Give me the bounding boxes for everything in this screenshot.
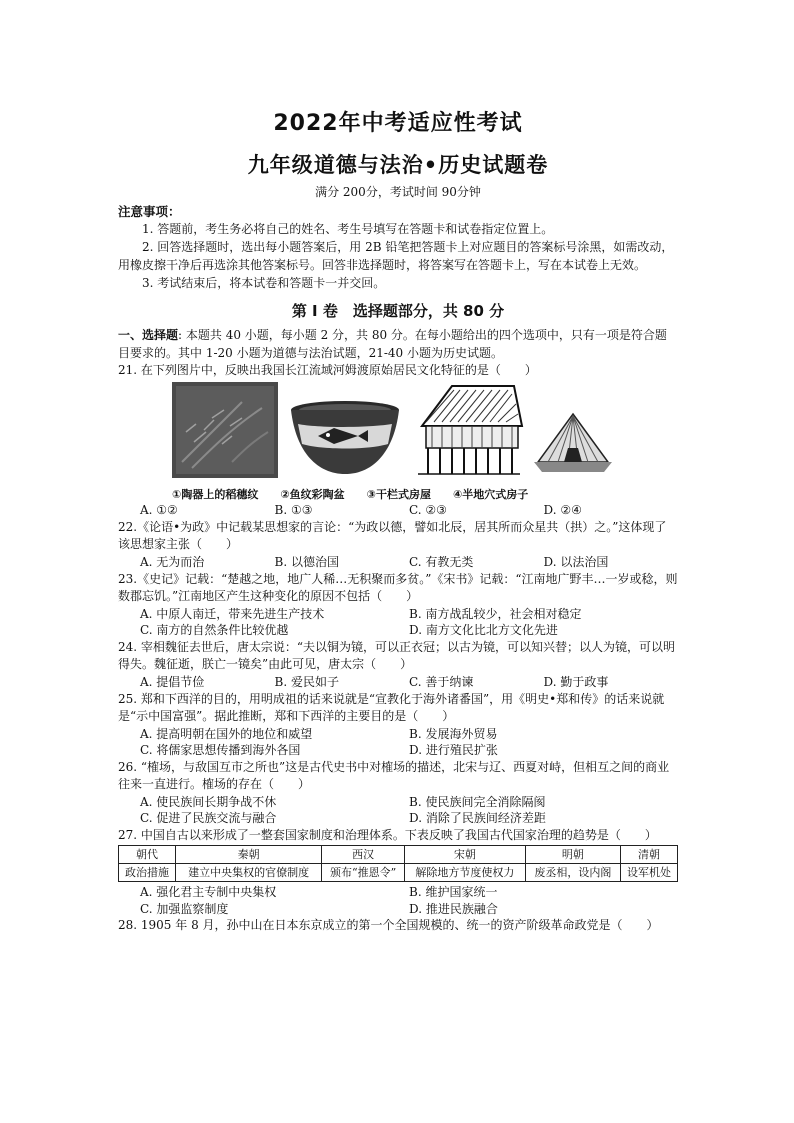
question-26-options-row2 bbox=[118, 810, 678, 827]
table-cell: 废丞相，设内阁 bbox=[525, 864, 620, 882]
option-d[interactable]: D. ②④ bbox=[543, 502, 582, 517]
caption-1: ①陶器上的稻穗纹 bbox=[172, 487, 259, 501]
stilt-house-image bbox=[412, 382, 524, 482]
table-cell: 朝代 bbox=[119, 846, 176, 864]
option-c[interactable]: C. 加强监察制度 bbox=[140, 901, 229, 916]
question-22-options bbox=[118, 554, 678, 571]
question-26-stem: 26. “榷场，与敌国互市之所也”这是古代史书中对榷场的描述，北宋与辽、西夏对峙，但相互之间的商业往来一直进行。榷场的存在（ ） bbox=[118, 759, 670, 791]
question-23-options-row1 bbox=[118, 606, 678, 623]
exam-score-time: 满分 200分，考试时间 90分钟 bbox=[315, 185, 481, 199]
exam-page bbox=[118, 100, 678, 935]
option-c[interactable]: C. 南方的自然条件比较优越 bbox=[140, 623, 289, 637]
option-c[interactable]: C. 善于纳谏 bbox=[409, 674, 474, 689]
question-27-stem: 27. 中国自古以来形成了一整套国家制度和治理体系。下表反映了我国古代国家治理的趋势是（ ） bbox=[118, 827, 657, 842]
exam-subject-title: 九年级道德与法治•历史试题卷 bbox=[247, 153, 549, 177]
table-cell: 建立中央集权的官僚制度 bbox=[175, 864, 321, 882]
question-26-options-row1 bbox=[118, 794, 678, 811]
option-c[interactable]: C. ②③ bbox=[409, 502, 447, 517]
option-b[interactable]: B. 维护国家统一 bbox=[409, 885, 498, 899]
table-cell: 清朝 bbox=[621, 846, 678, 864]
table-cell: 解除地方节度使权力 bbox=[405, 864, 526, 882]
question-21-stem: 21. 在下列图片中，反映出我国长江流域河姆渡原始居民文化特征的是（ ） bbox=[118, 363, 537, 377]
question-24-options bbox=[118, 674, 678, 691]
dynasty-table bbox=[118, 845, 678, 882]
caption-3: ③干栏式房屋 bbox=[366, 487, 431, 501]
question-28-stem: 28. 1905 年 8 月，孙中山在日本东京成立的第一个全国规模的、统一的资产阶级革命政党是（ ） bbox=[118, 918, 659, 932]
table-row bbox=[119, 864, 678, 882]
option-a[interactable]: A. 提高明朝在国外的地位和威望 bbox=[140, 726, 313, 741]
option-c[interactable]: C. 有教无类 bbox=[409, 554, 474, 569]
rice-pattern-pottery-image bbox=[172, 382, 278, 482]
option-d[interactable]: D. 南方文化比北方文化先进 bbox=[409, 623, 558, 637]
option-a[interactable]: A. 无为而治 bbox=[140, 554, 205, 569]
question-27-options-row2 bbox=[118, 901, 678, 918]
question-24-stem: 24. 宰相魏征去世后，唐太宗说：“夫以铜为镜，可以正衣冠；以古为镜，可以知兴替；以人为镜，可以明得失。魏征逝，朕亡一镜矣”由此可见，唐太宗（ ） bbox=[118, 639, 676, 671]
exam-title: 2022年中考适应性考试 bbox=[273, 111, 523, 136]
question-21-options bbox=[118, 502, 678, 519]
table-cell: 西汉 bbox=[322, 846, 405, 864]
notice-item-3: 3. 考试结束后，将本试卷和答题卡一并交回。 bbox=[142, 276, 386, 290]
option-a[interactable]: A. 中原人南迁，带来先进生产技术 bbox=[140, 606, 325, 621]
caption-4: ④半地穴式房子 bbox=[452, 487, 529, 501]
option-d[interactable]: D. 勤于政事 bbox=[543, 674, 609, 689]
question-27-options-row1 bbox=[118, 884, 678, 901]
semi-underground-house-image bbox=[534, 412, 612, 482]
question-25-options-row2 bbox=[118, 742, 678, 759]
option-a[interactable]: A. 提倡节俭 bbox=[140, 674, 205, 689]
fish-pattern-bowl-image bbox=[288, 398, 402, 482]
question-23-stem: 23.《史记》记载：“楚越之地，地广人稀…无积聚而多贫。”《宋书》记载：“江南地广野丰…一岁或稔，则数郡忘饥。”江南地区产生这种变化的原因不包括（ ） bbox=[118, 571, 678, 603]
option-a[interactable]: A. 使民族间长期争战不休 bbox=[140, 794, 277, 809]
section-intro-label: 一、选择题 bbox=[118, 328, 179, 342]
section-title: 第 Ⅰ 卷 选择题部分，共 80 分 bbox=[291, 302, 505, 320]
question-21-images bbox=[118, 382, 678, 482]
option-d[interactable]: D. 消除了民族间经济差距 bbox=[409, 811, 546, 825]
table-cell: 设军机处 bbox=[621, 864, 678, 882]
option-d[interactable]: D. 推进民族融合 bbox=[409, 901, 498, 916]
option-a[interactable]: A. ①② bbox=[140, 502, 178, 517]
section-intro-text: : 本题共 40 小题，每小题 2 分，共 80 分。在每小题给出的四个选项中，只有一项是符合题目要求的。其中 1-20 小题为道德与法治试题，21-40 小题为历史试题。 bbox=[118, 328, 667, 360]
option-b[interactable]: B. 南方战乱较少，社会相对稳定 bbox=[409, 606, 582, 621]
option-b[interactable]: B. 发展海外贸易 bbox=[409, 726, 498, 741]
section-intro bbox=[118, 327, 678, 362]
option-a[interactable]: A. 强化君主专制中央集权 bbox=[140, 885, 277, 899]
option-b[interactable]: B. 以德治国 bbox=[274, 554, 339, 569]
question-23-options-row2 bbox=[118, 622, 678, 639]
question-22-stem: 22.《论语•为政》中记载某思想家的言论：“为政以德，譬如北辰，居其所而众星共（拱）之。”这体现了该思想家主张（ ） bbox=[118, 519, 667, 551]
table-cell: 秦朝 bbox=[175, 846, 321, 864]
question-25-stem: 25. 郑和下西洋的目的，用明成祖的话来说就是“宣教化于海外诸番国”，用《明史•郑和传》的话来说就是“示中国富强”。据此推断，郑和下西洋的主要目的是（ ） bbox=[118, 691, 665, 723]
notice-item-1: 1. 答题前，考生务必将自己的姓名、考生号填写在答题卡和试卷指定位置上。 bbox=[142, 222, 554, 236]
option-d[interactable]: D. 进行殖民扩张 bbox=[409, 743, 498, 757]
table-header-row bbox=[119, 846, 678, 864]
table-cell: 明朝 bbox=[525, 846, 620, 864]
table-cell: 宋朝 bbox=[405, 846, 526, 864]
option-d[interactable]: D. 以法治国 bbox=[543, 554, 609, 569]
notice-title: 注意事项： bbox=[118, 204, 181, 219]
table-cell: 颁布“推恩令” bbox=[322, 864, 405, 882]
option-b[interactable]: B. ①③ bbox=[274, 502, 313, 517]
question-25-options-row1 bbox=[118, 726, 678, 743]
option-c[interactable]: C. 促进了民族交流与融合 bbox=[140, 811, 277, 825]
question-21-captions bbox=[118, 486, 678, 502]
option-b[interactable]: B. 爱民如子 bbox=[274, 674, 339, 689]
table-cell: 政治措施 bbox=[119, 864, 176, 882]
option-b[interactable]: B. 使民族间完全消除隔阂 bbox=[409, 794, 546, 809]
notice-item-2: 2. 回答选择题时，选出每小题答案后，用 2B 铅笔把答题卡上对应题目的答案标号涂黑，如需改动，用橡皮擦干净后再选涂其他答案标号。回答非选择题时，将答案写在答题卡上，写在本试卷上无效。 bbox=[118, 240, 674, 272]
option-c[interactable]: C. 将儒家思想传播到海外各国 bbox=[140, 743, 301, 757]
caption-2: ②鱼纹彩陶盆 bbox=[280, 487, 345, 501]
